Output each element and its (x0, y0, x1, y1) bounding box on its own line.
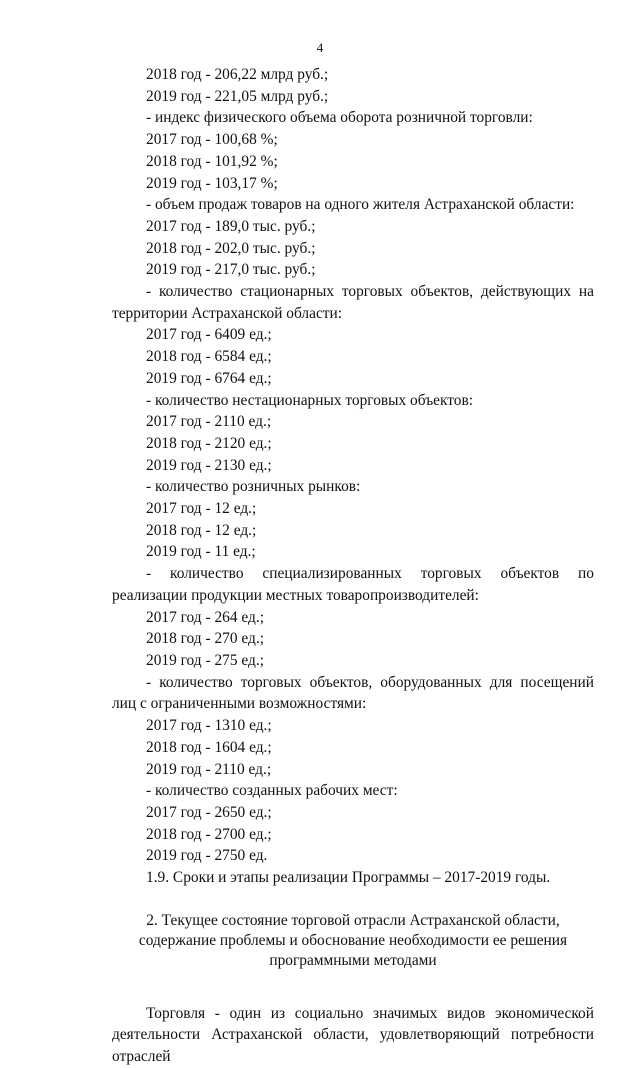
line-2019-jobs-created: 2019 год - 2750 ед. (146, 847, 268, 865)
line-2017-nonstationary-objects: 2017 год - 2110 ед.; (146, 413, 272, 431)
section-heading: 2. Текущее состояние торговой отрасли Астраханской области, содержание проблемы и обоснование необходимости ее решения программными методами (138, 911, 568, 969)
line-2018-retail-turnover: 2018 год - 206,22 млрд руб.; (146, 66, 329, 83)
item-sales-per-resident: - объем продаж товаров на одного жителя Астраханской области: (146, 196, 575, 214)
item-accessible-objects: - количество торговых объектов, оборудованных для посещений лиц с ограниченными возможностями: (112, 673, 594, 713)
program-timeline: 1.9. Сроки и этапы реализации Программы – 2017-2019 годы. (146, 869, 551, 887)
page-number: 4 (316, 40, 324, 55)
line-2018-volume-index: 2018 год - 101,92 %; (146, 152, 278, 170)
line-2019-volume-index: 2019 год - 103,17 %; (146, 174, 278, 192)
line-2017-specialized-objects: 2017 год - 264 ед.; (146, 608, 264, 626)
item-physical-volume-index: - индекс физического объема оборота розничной торговли: (146, 109, 533, 127)
item-stationary-objects: - количество стационарных торговых объектов, действующих на территории Астраханской области: (112, 283, 594, 322)
line-2019-sales-per-resident: 2019 год - 217,0 тыс. руб.; (146, 261, 316, 279)
line-2018-stationary-objects: 2018 год - 6584 ед.; (146, 348, 272, 366)
item-jobs-created: - количество созданных рабочих мест: (146, 782, 398, 800)
line-2019-retail-turnover: 2019 год - 221,05 млрд руб.; (146, 87, 329, 105)
line-2018-nonstationary-objects: 2018 год - 2120 ед.; (146, 434, 272, 452)
line-2017-accessible-objects: 2017 год - 1310 ед.; (146, 717, 272, 735)
line-2018-sales-per-resident: 2018 год - 202,0 тыс. руб.; (146, 239, 316, 257)
line-2017-retail-markets: 2017 год - 12 ед.; (146, 500, 257, 518)
line-2017-sales-per-resident: 2017 год - 189,0 тыс. руб.; (146, 217, 316, 235)
line-2017-volume-index: 2017 год - 100,68 %; (146, 131, 278, 149)
trade-paragraph: Торговля - один из социально значимых видов экономической деятельности Астраханской области, удовлетворяющий потребности отраслей (112, 1004, 594, 1066)
line-2018-accessible-objects: 2018 год - 1604 ед.; (146, 738, 272, 756)
line-2018-jobs-created: 2018 год - 2700 ед.; (146, 825, 272, 843)
line-2019-nonstationary-objects: 2019 год - 2130 ед.; (146, 456, 272, 474)
line-2018-retail-markets: 2018 год - 12 ед.; (146, 521, 257, 539)
line-2018-specialized-objects: 2018 год - 270 ед.; (146, 630, 264, 648)
item-specialized-objects: - количество специализированных торговых объектов по реализации продукции местных товаропроизводителей: (112, 565, 594, 604)
line-2017-jobs-created: 2017 год - 2650 ед.; (146, 803, 272, 821)
line-2019-stationary-objects: 2019 год - 6764 ед.; (146, 369, 272, 387)
line-2017-stationary-objects: 2017 год - 6409 ед.; (146, 326, 272, 344)
document-body (112, 64, 594, 1068)
item-retail-markets: - количество розничных рынков: (146, 478, 361, 496)
item-nonstationary-objects: - количество нестационарных торговых объектов: (146, 391, 474, 409)
line-2019-accessible-objects: 2019 год - 2110 ед.; (146, 760, 272, 778)
line-2019-retail-markets: 2019 год - 11 ед.; (146, 543, 256, 561)
line-2019-specialized-objects: 2019 год - 275 ед.; (146, 651, 264, 669)
